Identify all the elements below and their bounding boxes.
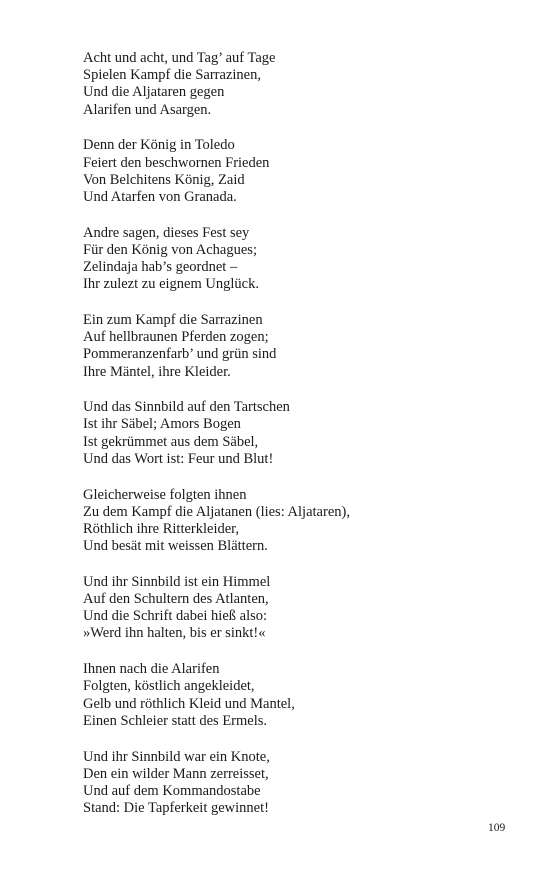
poem-line: Ihr zulezt zu eignem Unglück. xyxy=(83,276,259,293)
stanza xyxy=(83,137,523,206)
poem-line: Acht und acht, und Tag’ auf Tage xyxy=(83,50,276,66)
poem-line: Und ihr Sinnbild ist ein Himmel xyxy=(83,573,271,590)
stanza xyxy=(83,574,523,643)
stanza xyxy=(83,50,523,119)
stanza xyxy=(83,312,523,381)
stanza xyxy=(83,749,523,818)
stanza xyxy=(83,661,523,730)
poem-line: Von Belchitens König, Zaid xyxy=(83,171,245,188)
poem-line: Denn der König in Toledo xyxy=(83,137,235,154)
poem-line: Spielen Kampf die Sarrazinen, xyxy=(83,67,261,84)
poem-line: Gelb und röthlich Kleid und Mantel, xyxy=(83,695,295,712)
poem-line: Auf hellbraunen Pferden zogen; xyxy=(83,329,269,346)
poem-line: Feiert den beschwornen Frieden xyxy=(83,154,270,171)
poem-line: Und ihr Sinnbild war ein Knote, xyxy=(83,748,270,765)
poem-line: Zu dem Kampf die Aljatanen (lies: Aljataren), xyxy=(83,503,350,520)
poem-line: Und Atarfen von Granada. xyxy=(83,188,237,205)
poem-line: Ist gekrümmet aus dem Säbel, xyxy=(83,433,259,450)
poem-line: Und die Schrift dabei hieß also: xyxy=(83,608,268,625)
poem-line: Folgten, köstlich angekleidet, xyxy=(83,678,255,695)
poem-line: Und die Aljataren gegen xyxy=(83,84,225,101)
poem-line: Und besät mit weissen Blättern. xyxy=(83,538,268,555)
poem-line: Den ein wilder Mann zerreisset, xyxy=(83,765,269,782)
poem-line: Röthlich ihre Ritterkleider, xyxy=(83,520,240,537)
poem-line: Auf den Schultern des Atlanten, xyxy=(83,591,269,608)
poem-line: Ist ihr Säbel; Amors Bogen xyxy=(83,416,241,433)
stanza xyxy=(83,399,523,468)
poem-line: »Werd ihn halten, bis er sinkt!« xyxy=(83,625,266,642)
poem-text xyxy=(83,50,523,836)
poem-line: Zelindaja hab’s geordnet – xyxy=(83,259,238,276)
poem-line: Und auf dem Kommandostabe xyxy=(83,782,261,799)
poem-line: Andre sagen, dieses Fest sey xyxy=(83,224,250,241)
page-number: 109 xyxy=(488,822,506,834)
stanza xyxy=(83,487,523,556)
poem-line: Einen Schleier statt des Ermels. xyxy=(83,712,268,729)
poem-line: Ihre Mäntel, ihre Kleider. xyxy=(83,363,231,380)
poem-line: Für den König von Achagues; xyxy=(83,241,257,258)
poem-line: Und das Sinnbild auf den Tartschen xyxy=(83,399,290,416)
poem-line: Stand: Die Tapferkeit gewinnet! xyxy=(83,800,269,817)
poem-line: Ihnen nach die Alarifen xyxy=(83,661,220,678)
poem-line: Pommeranzenfarb’ und grün sind xyxy=(83,346,277,363)
poem-line: Ein zum Kampf die Sarrazinen xyxy=(83,311,263,328)
poem-line: Alarifen und Asargen. xyxy=(83,101,212,118)
poem-line: Und das Wort ist: Feur und Blut! xyxy=(83,450,274,467)
stanza xyxy=(83,225,523,294)
poem-line: Gleicherweise folgten ihnen xyxy=(83,486,247,503)
